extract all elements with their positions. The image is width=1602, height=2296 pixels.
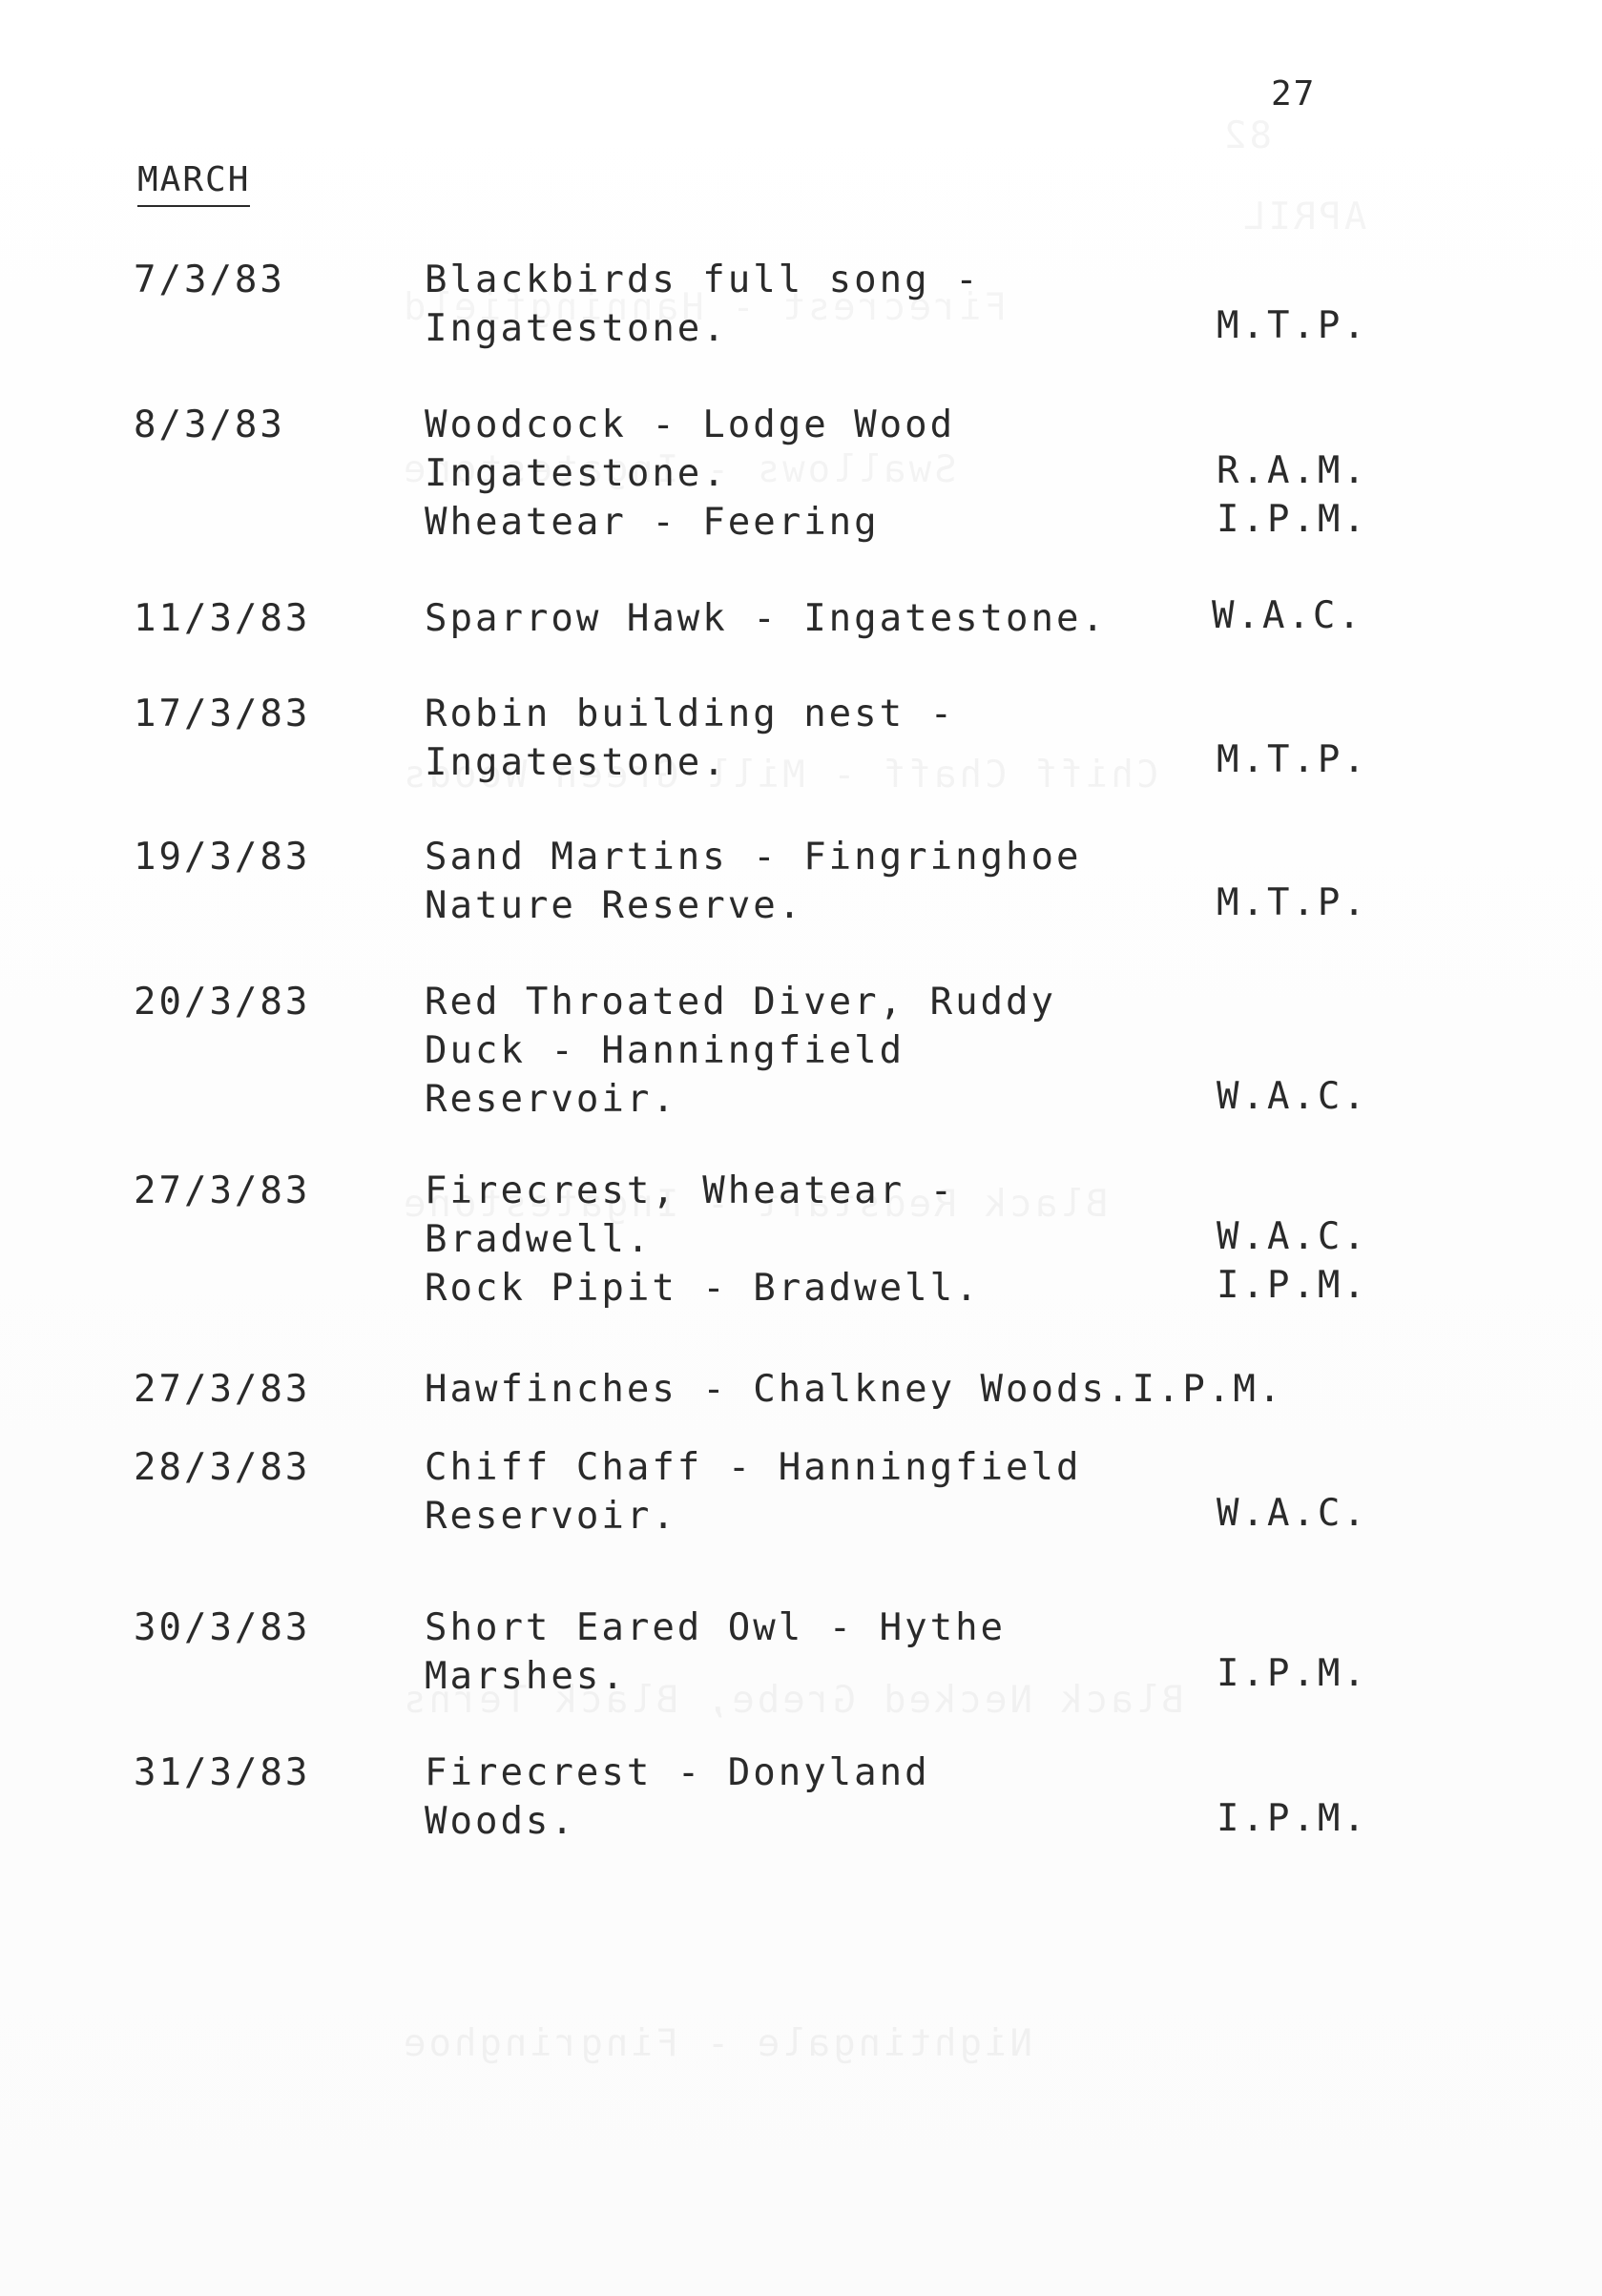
entry-line: Firecrest - Donyland: [425, 1751, 930, 1794]
entry-line: Chiff Chaff - Hanningfield: [425, 1446, 1082, 1489]
entry-line: Ingatestone.: [425, 452, 728, 495]
entry-text: [425, 1443, 1207, 1541]
observer-initials: M.T.P.: [1217, 881, 1368, 924]
observer-initials: W.A.C.: [1217, 1215, 1368, 1258]
entry-text: [425, 256, 1207, 353]
entry-text: [425, 1748, 1207, 1846]
list-item: [0, 1748, 1602, 1853]
entry-date: 31/3/83: [134, 1751, 311, 1794]
entry-text: [425, 978, 1207, 1124]
entry-line: Sparrow Hawk - Ingatestone.: [425, 597, 1107, 640]
list-item: [0, 1443, 1602, 1603]
show-through-text: [401, 2022, 1032, 2065]
month-heading: MARCH: [137, 160, 250, 207]
entry-text: [425, 401, 1207, 547]
entry-line: Rock Pipit - Bradwell.: [425, 1267, 981, 1310]
entry-text: [425, 1167, 1207, 1313]
entry-date: 28/3/83: [134, 1446, 311, 1489]
show-through-text: [1221, 114, 1272, 157]
entry-date: 27/3/83: [134, 1169, 311, 1212]
entry-text: [425, 833, 1207, 930]
entry-date: 19/3/83: [134, 836, 311, 879]
list-item: [0, 690, 1602, 833]
observer-initials: R.A.M.: [1217, 449, 1368, 492]
entry-text: [425, 690, 1207, 787]
list-item: [0, 833, 1602, 978]
entry-line: Marshes.: [425, 1655, 627, 1698]
entry-date: 17/3/83: [134, 693, 311, 735]
list-item: [0, 1167, 1602, 1365]
entry-line: Ingatestone.: [425, 307, 728, 350]
page-number: 27: [1271, 74, 1317, 114]
entry-text: [425, 1603, 1207, 1701]
entry-date: 8/3/83: [134, 403, 285, 446]
entry-line: Blackbirds full song -: [425, 259, 981, 301]
observer-initials: W.A.C.: [1217, 1075, 1368, 1118]
observer-initials: M.T.P.: [1217, 738, 1368, 781]
show-through-text: [1240, 196, 1366, 238]
observer-initials: I.P.M.: [1217, 1797, 1368, 1840]
entry-line: Red Throated Diver, Ruddy: [425, 981, 1056, 1024]
entry-line: Wheatear - Feering: [425, 501, 880, 544]
entry-line: Sand Martins - Fingringhoe: [425, 836, 1082, 879]
observer-initials: M.T.P.: [1217, 304, 1368, 347]
entry-line: Bradwell.: [425, 1218, 653, 1261]
entry-line: Reservoir.: [425, 1078, 677, 1121]
entry-line: Firecrest, Wheatear -: [425, 1169, 956, 1212]
observer-initials: W.A.C.: [1217, 1492, 1368, 1535]
list-item: [0, 401, 1602, 594]
entry-line: Short Eared Owl - Hythe: [425, 1606, 1007, 1649]
list-item: [0, 594, 1602, 690]
entry-line: Hawfinches - Chalkney Woods.I.P.M.: [425, 1368, 1284, 1411]
list-item: [0, 256, 1602, 401]
entry-text: [425, 1365, 1284, 1414]
entry-line: Reservoir.: [425, 1495, 677, 1538]
entries-list: [0, 256, 1602, 1853]
entry-date: 11/3/83: [134, 597, 311, 640]
list-item: [0, 978, 1602, 1167]
entry-date: 7/3/83: [134, 259, 285, 301]
observer-initials: I.P.M.: [1217, 1652, 1368, 1695]
observer-initials: I.P.M.: [1217, 498, 1368, 541]
entry-date: 30/3/83: [134, 1606, 311, 1649]
entry-line: Woodcock - Lodge Wood: [425, 403, 956, 446]
entry-line: Robin building nest -: [425, 693, 956, 735]
list-item: [0, 1603, 1602, 1748]
entry-text: [425, 594, 1207, 643]
observer-initials: I.P.M.: [1217, 1264, 1368, 1307]
list-item: [0, 1365, 1602, 1443]
observer-initials: W.A.C.: [1212, 594, 1363, 637]
entry-date: 20/3/83: [134, 981, 311, 1024]
entry-line: Woods.: [425, 1800, 576, 1843]
entry-line: Duck - Hanningfield: [425, 1029, 905, 1072]
entry-date: 27/3/83: [134, 1368, 311, 1411]
entry-line: Ingatestone.: [425, 741, 728, 784]
entry-line: Nature Reserve.: [425, 884, 804, 927]
